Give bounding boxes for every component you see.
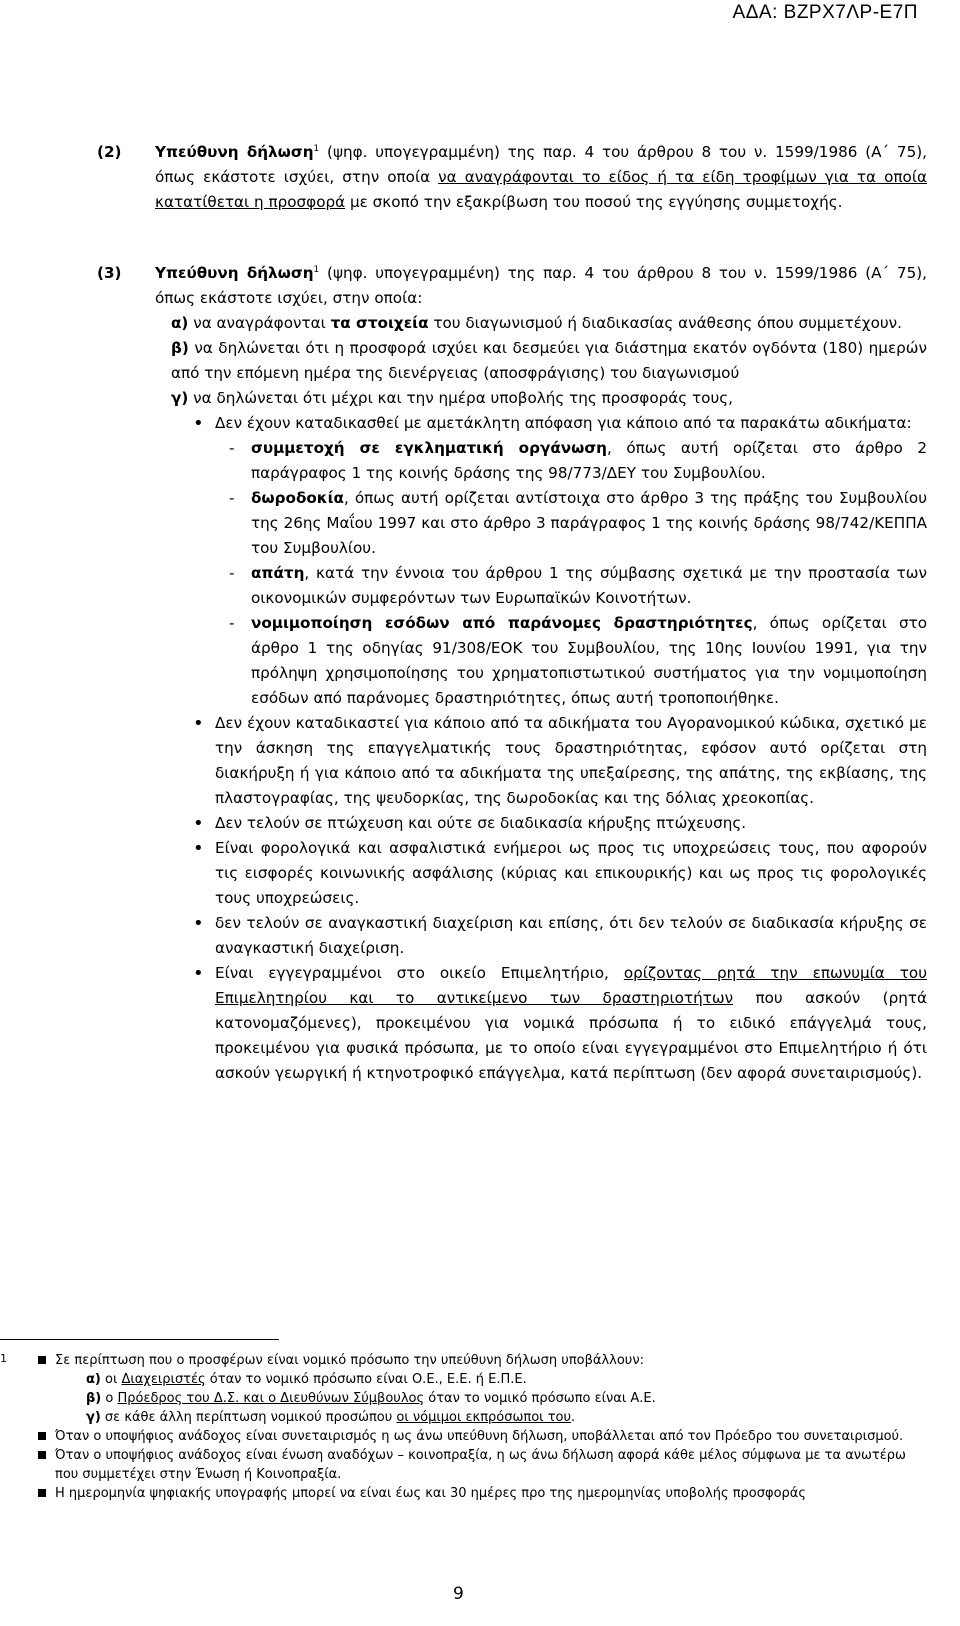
clause-g [171,386,927,411]
clause-label: γ) [86,1410,101,1425]
text-span: , όπως ορίζεται στο άρθρο 1 της οδηγίας 91/308/ΕΟΚ του Συμβουλίου, της 10ης Ιουνίου 1991, για την πρόληψη χρησιμοποίησης του χρηματοπιστωτικού συστήματος για την νομιμοποίηση εσόδων από παράνομες δραστηριότητες, όπως αυτή τροποποιήθηκε. [251,614,928,707]
footnote-row: Η ημερομηνία ψηφιακής υπογραφής μπορεί να είναι έως και 30 ημέρες προ της ημερομηνίας υποβολής προσφοράς [38,1484,927,1503]
clause-b [171,336,927,386]
text-span: , όπως αυτή ορίζεται στο άρθρο 2 παράγραφος 1 της κοινής δράσης της 98/773/ΔΕΥ του Συμβουλίου. [251,439,928,482]
dash-item [229,611,927,711]
bold-text: απάτη [251,564,305,582]
page-number: 9 [453,1584,464,1604]
text-span: . [571,1410,576,1425]
dash-marker: - [229,614,235,632]
text-span: , όπως αυτή ορίζεται αντίστοιχα στο άρθρο 3 της πράξης του Συμβουλίου της 26ης Μαΐου 1997 και στο άρθρο 3 παράγραφος 1 της κοινής δράσης 98/742/ΚΕΠΠΑ του Συμβουλίου. [251,489,927,557]
bold-text: νομιμοποίηση εσόδων από παράνομες δραστηριότητες [251,614,753,632]
text-span: (ψηφ. υπογεγραμμένη) της παρ. 4 του άρθρου 8 του ν. 1599/1986 (Α΄ 75), όπως εκάστοτε ισχύει, στην οποία: [155,264,927,307]
item-number: (2) [97,143,122,161]
text-span: , κατά την έννοια του άρθρου 1 της σύμβασης σχετικά με την προστασία των οικονομικών συμφερόντων των Ευρωπαϊκών Κοινοτήτων. [251,564,927,607]
underlined-text: Διαχειριστές [121,1372,206,1387]
item-3 [97,261,927,1086]
item-2-text [155,140,927,215]
text-span: σε κάθε άλλη περίπτωση νομικού προσώπου [100,1410,397,1425]
text-span: ο [101,1391,118,1406]
footnote-row: Όταν ο υποψήφιος ανάδοχος είναι συνεταιρισμός η ως άνω υπεύθυνη δήλωση, υποβάλλεται από τον Πρόεδρο του συνεταιρισμού. [38,1427,927,1446]
bold-text: δωροδοκία [251,489,344,507]
text-span: να δηλώνεται ότι η προσφορά ισχύει και δεσμεύει για διάστημα εκατόν ογδόντα (180) ημερών από την επόμενη ημέρα της διενέργειας (αποσφράγισης) του διαγωνισμού [171,339,927,382]
ada-code: ΑΔΑ: ΒΖΡΧ7ΛΡ-Ε7Π [732,2,918,23]
underlined-text: οι νόμιμοι εκπρόσωποι του [396,1410,571,1425]
dash-item [229,436,927,486]
dash-item [229,486,927,561]
item-title: Υπεύθυνη δήλωση [155,264,314,282]
clause-label: α) [86,1372,101,1387]
text-span: οι [100,1372,122,1387]
underlined-text: Πρόεδρος του Δ.Σ. και ο Διευθύνων Σύμβουλος [117,1391,425,1406]
text-span: όταν το νομικό πρόσωπο είναι Ο.Ε., Ε.Ε. ή Ε.Π.Ε. [205,1372,527,1387]
item-3-intro [155,261,927,311]
bullet-item [193,961,927,1086]
item-title: Υπεύθυνη δήλωση [155,143,314,161]
text-span: (ψηφ. υπογεγραμμένη) της παρ. 4 του άρθρου 8 του ν. 1599/1986 (Α΄ 75), όπως εκάστοτε ισχύει, στην οποία [155,143,927,186]
footnote-mark: 1 [0,1352,7,1365]
bold-text: συμμετοχή σε εγκληματική οργάνωση [251,439,607,457]
footnote-ref[interactable]: 1 [313,144,320,154]
text-span: να δηλώνεται ότι μέχρι και την ημέρα υποβολής της προσφοράς τους, [188,389,733,407]
bullet-item: • Δεν τελούν σε πτώχευση και ούτε σε διαδικασία κήρυξης πτώχευσης. [193,811,927,836]
text-span: να αναγράφονται [188,314,331,332]
footnote-sub-a [86,1370,927,1389]
dash-marker: - [229,489,235,507]
clause-label: γ) [171,389,189,407]
footnote-row: Σε περίπτωση που ο προσφέρων είναι νομικό πρόσωπο την υπεύθυνη δήλωση υποβάλλουν: [38,1351,927,1370]
footnote-ref[interactable]: 1 [313,265,320,275]
text-span: που ασκούν (ρητά κατονομαζόμενες), προκειμένου για νομικά πρόσωπα ή το ειδικό επάγγελμά τους, προκειμένου για φυσικά πρόσωπα, με το οποίο είναι εγγεγραμμένοι στο Επιμελητήριο ή ότι ασκούν γεωργική ή κτηνοτροφικό επάγγελμα, κατά περίπτωση (δεν αφορά συνεταιρισμούς). [215,989,927,1082]
bullet-item: • Είναι φορολογικά και ασφαλιστικά ενήμεροι ως προς τις υποχρεώσεις τους, που αφορούν τις εισφορές κοινωνικής ασφάλισης (κύριας και επικουρικής) και ως προς τις φορολογικές τους υποχρεώσεις. [193,836,927,911]
dash-item [229,561,927,611]
dash-marker: - [229,439,235,457]
footnote-sub-b [86,1389,927,1408]
underlined-text: να αναγράφονται το είδος ή τα είδη τροφίμων για τα οποία κατατίθεται η προσφορά [155,168,927,211]
text-span: Είναι εγγεγραμμένοι στο οικείο Επιμελητήριο, [215,964,624,982]
bold-text: τα στοιχεία [330,314,429,332]
text-span: με σκοπό την εξακρίβωση του ποσού της εγγύησης συμμετοχής. [345,193,843,211]
underlined-text: ορίζοντας ρητά την επωνυμία του Επιμελητηρίου και το αντικείμενο των δραστηριοτήτων [215,964,927,1007]
item-number: (3) [97,264,122,282]
clause-label: α) [171,314,189,332]
clause-a [171,311,927,336]
clause-label: β) [171,339,189,357]
item-2 [97,140,927,215]
footnote-row: Όταν ο υποψήφιος ανάδοχος είναι ένωση αναδόχων – κοινοπραξία, η ως άνω δήλωση αφορά κάθε μέλος σύμφωνα με τα ανωτέρω που συμμετέχει στην Ένωση ή Κοινοπραξία. [38,1446,927,1484]
footnote-separator [0,1339,279,1340]
clause-label: β) [86,1391,102,1406]
footnote-sub-g [86,1408,927,1427]
bullet-item: • Δεν έχουν καταδικασθεί με αμετάκλητη απόφαση για κάποιο από τα παρακάτω αδικήματα: [193,411,927,436]
dash-marker: - [229,564,235,582]
text-span: όταν το νομικό πρόσωπο είναι Α.Ε. [424,1391,656,1406]
bullet-item: • δεν τελούν σε αναγκαστική διαχείριση και επίσης, ότι δεν τελούν σε διαδικασία κήρυξης σε αναγκαστική διαχείριση. [193,911,927,961]
text-span: του διαγωνισμού ή διαδικασίας ανάθεσης όπου συμμετέχουν. [428,314,902,332]
footnote [0,1351,927,1503]
bullet-item: • Δεν έχουν καταδικαστεί για κάποιο από τα αδικήματα του Αγορανομικού κώδικα, σχετικό με την άσκηση της επαγγελματικής τους δραστηριότητας, εφόσον αυτό ορίζεται στη διακήρυξη ή για κάποιο από τα αδικήματα της υπεξαίρεσης, της απάτης, της εκβίασης, της πλαστογραφίας, της ψευδορκίας, της δωροδοκίας και της δόλιας χρεοκοπίας. [193,711,927,811]
